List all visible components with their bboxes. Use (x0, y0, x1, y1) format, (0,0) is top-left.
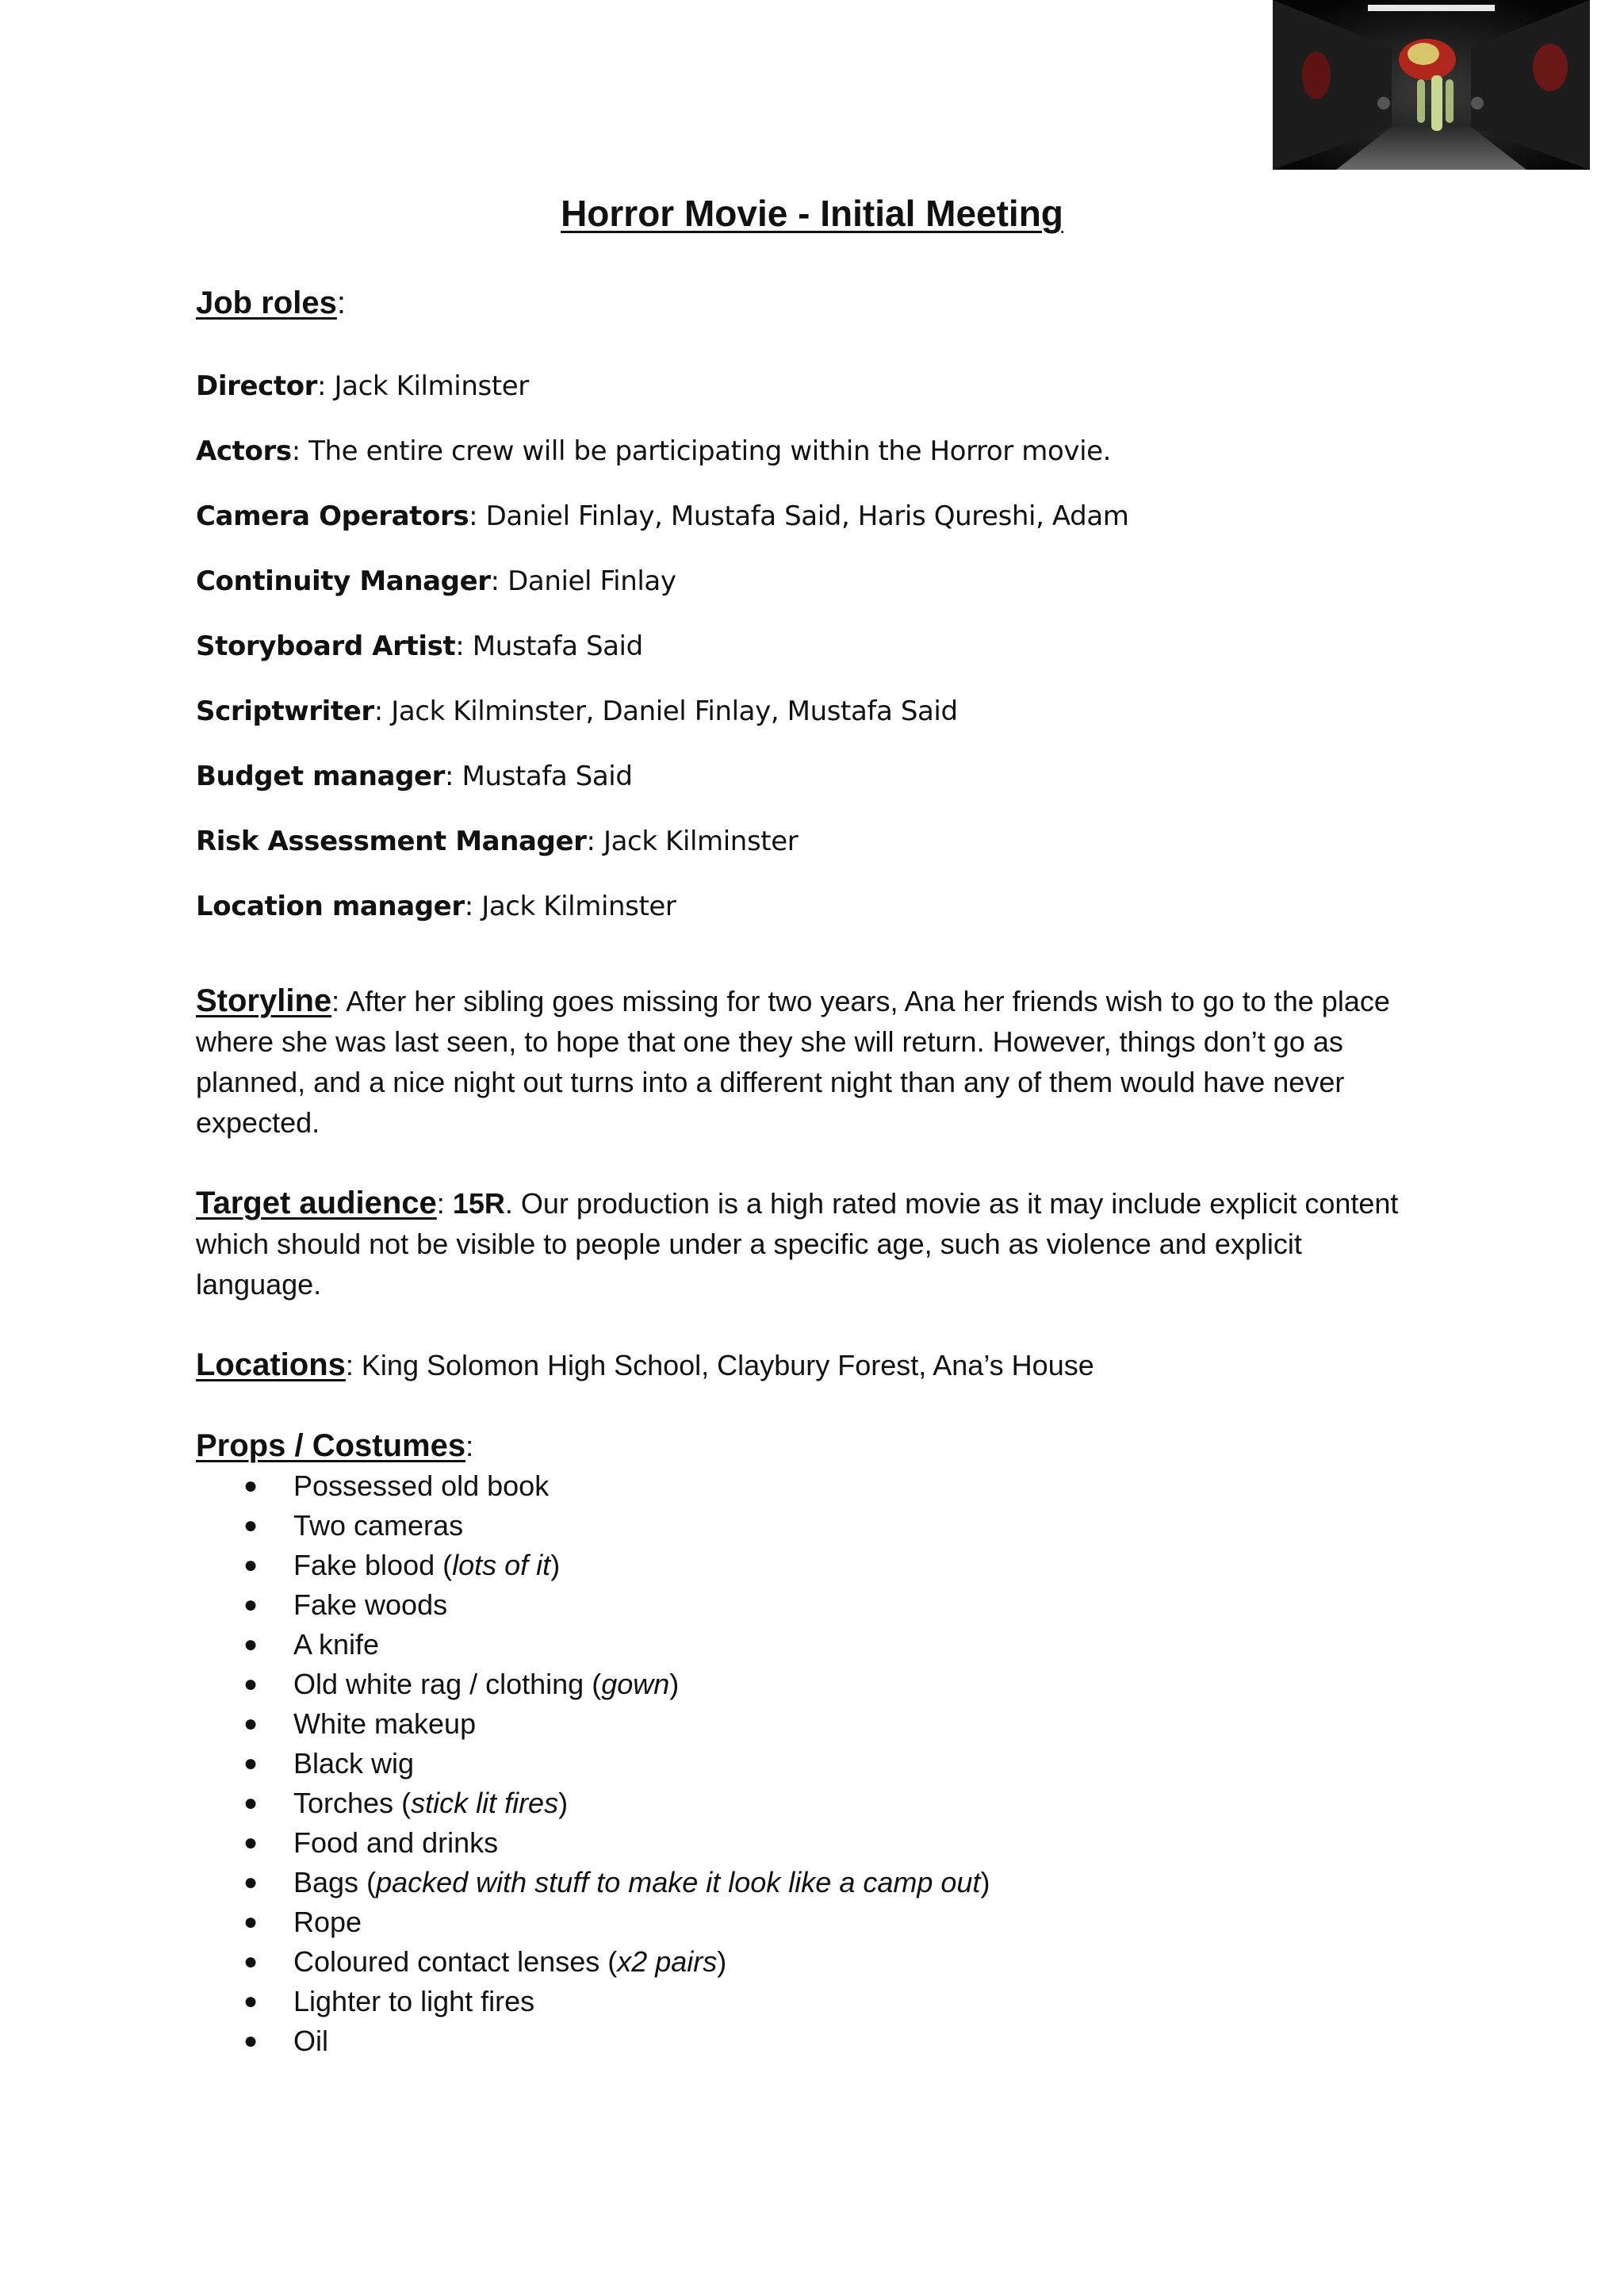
props-list (196, 1466, 1433, 2061)
props-list-item (196, 1823, 1433, 1863)
props-list-item (196, 1704, 1433, 1744)
job-roles-list (196, 362, 1433, 948)
bullet-icon: ● (243, 1790, 259, 1816)
locations-section: Locations: King Solomon High School, Claybury Forest, Ana’s House (196, 1347, 1094, 1382)
props-list-item (196, 1585, 1433, 1625)
props-list-item (196, 1466, 1433, 1506)
prop-note: stick lit fires (411, 1787, 559, 1819)
bullet-icon: ● (243, 1671, 259, 1697)
bullet-icon: ● (243, 1829, 259, 1856)
props-list-item: ● Bags (packed with stuff to make it look like a camp out) (196, 1863, 1433, 1902)
props-list-item (196, 1744, 1433, 1784)
target-audience-heading: Target audience (196, 1186, 437, 1220)
role-actors: Actors: The entire crew will be participating within the Horror movie. (196, 435, 1112, 467)
storyline-section: Storyline: After her sibling goes missing for two years, Ana her friends wish to go to the place where she was last seen, to hope that one they she will return. However, things don’t go as planned, and a nice night out turns into a different night than any of them would have never expected. (196, 983, 1390, 1139)
prop-name: Two cameras (293, 1509, 464, 1542)
prop-name: Rope (293, 1906, 362, 1938)
role-director: Director: Jack Kilminster (196, 370, 529, 402)
document-body (196, 285, 1433, 2061)
bullet-icon: ● (243, 1631, 259, 1657)
role-storyboard-artist: Storyboard Artist: Mustafa Said (196, 630, 643, 662)
role-location-manager: Location manager: Jack Kilminster (196, 891, 676, 922)
rating-value: 15R (452, 1187, 505, 1220)
role-continuity-manager: Continuity Manager: Daniel Finlay (196, 565, 676, 597)
prop-name: Oil (293, 2025, 328, 2057)
props-list-item (196, 2021, 1433, 2061)
job-roles-section: Job roles: (196, 285, 346, 320)
prop-name: White makeup (293, 1707, 477, 1740)
role-budget-manager: Budget manager: Mustafa Said (196, 761, 633, 792)
locations-heading: Locations (196, 1347, 346, 1382)
bullet-icon: ● (243, 1869, 259, 1895)
prop-name: Fake woods (293, 1588, 448, 1621)
props-list-item (196, 1506, 1433, 1546)
bullet-icon: ● (243, 1473, 259, 1499)
props-list-item: ● Torches (stick lit fires) (196, 1784, 1433, 1823)
bullet-icon: ● (243, 1750, 259, 1776)
props-list-item (196, 1902, 1433, 1942)
page-title: Horror Movie - Initial Meeting (561, 193, 1063, 234)
locations-text: King Solomon High School, Claybury Forest, Ana’s House (361, 1349, 1094, 1381)
bullet-icon: ● (243, 1948, 259, 1975)
prop-name: Lighter to light fires (293, 1985, 535, 2017)
prop-name: Possessed old book (293, 1469, 550, 1502)
prop-note: gown (601, 1668, 670, 1700)
bullet-icon: ● (243, 1988, 259, 2014)
target-audience-text: . Our production is a high rated movie as it may include explicit content which should not be visible to people under a specific age, such as violence and explicit language. (196, 1187, 1399, 1301)
storyline-text: After her sibling goes missing for two years, Ana her friends wish to go to the place where she was last seen, to hope that one they she will return. However, things don’t go as planned, and a nice night out turns into a different night than any of them would have never expected. (196, 985, 1390, 1139)
prop-name: Coloured contact lenses (293, 1945, 600, 1978)
props-list-item: ● Old white rag / clothing (gown) (196, 1665, 1433, 1704)
prop-name: Black wig (293, 1747, 415, 1780)
bullet-icon: ● (243, 1552, 259, 1578)
bullet-icon: ● (243, 1592, 259, 1618)
prop-name: A knife (293, 1628, 380, 1661)
storyline-heading: Storyline (196, 983, 332, 1018)
bullet-icon: ● (243, 1512, 259, 1538)
target-audience-section: Target audience: 15R. Our production is a high rated movie as it may include explicit content which should not be visible to people under a specific age, such as violence and explicit language. (196, 1186, 1399, 1301)
prop-name: Old white rag / clothing (293, 1668, 584, 1700)
prop-name: Fake blood (293, 1549, 435, 1581)
props-list-item (196, 1625, 1433, 1665)
horror-scene-thumbnail (1273, 0, 1590, 170)
bullet-icon: ● (243, 1909, 259, 1935)
job-roles-heading: Job roles (196, 285, 337, 320)
prop-name: Food and drinks (293, 1826, 499, 1859)
prop-note: x2 pairs (617, 1945, 718, 1978)
corridor-illustration (1273, 0, 1590, 170)
props-section: Props / Costumes: (196, 1428, 474, 1463)
role-risk-assessment-manager: Risk Assessment Manager: Jack Kilminster (196, 826, 799, 857)
role-scriptwriter: Scriptwriter: Jack Kilminster, Daniel Finlay, Mustafa Said (196, 695, 958, 727)
prop-note: lots of it (452, 1549, 551, 1581)
prop-name: Bags (293, 1866, 359, 1898)
role-camera-operators: Camera Operators: Daniel Finlay, Mustafa Said, Haris Qureshi, Adam (196, 500, 1129, 532)
props-list-item: ● Coloured contact lenses (x2 pairs) (196, 1942, 1433, 1982)
props-list-item (196, 1982, 1433, 2021)
prop-name: Torches (293, 1787, 394, 1819)
bullet-icon: ● (243, 2028, 259, 2054)
props-heading: Props / Costumes (196, 1428, 466, 1463)
props-list-item: ● Fake blood (lots of it) (196, 1546, 1433, 1585)
bullet-icon: ● (243, 1711, 259, 1737)
prop-note: packed with stuff to make it look like a camp out (376, 1866, 981, 1898)
